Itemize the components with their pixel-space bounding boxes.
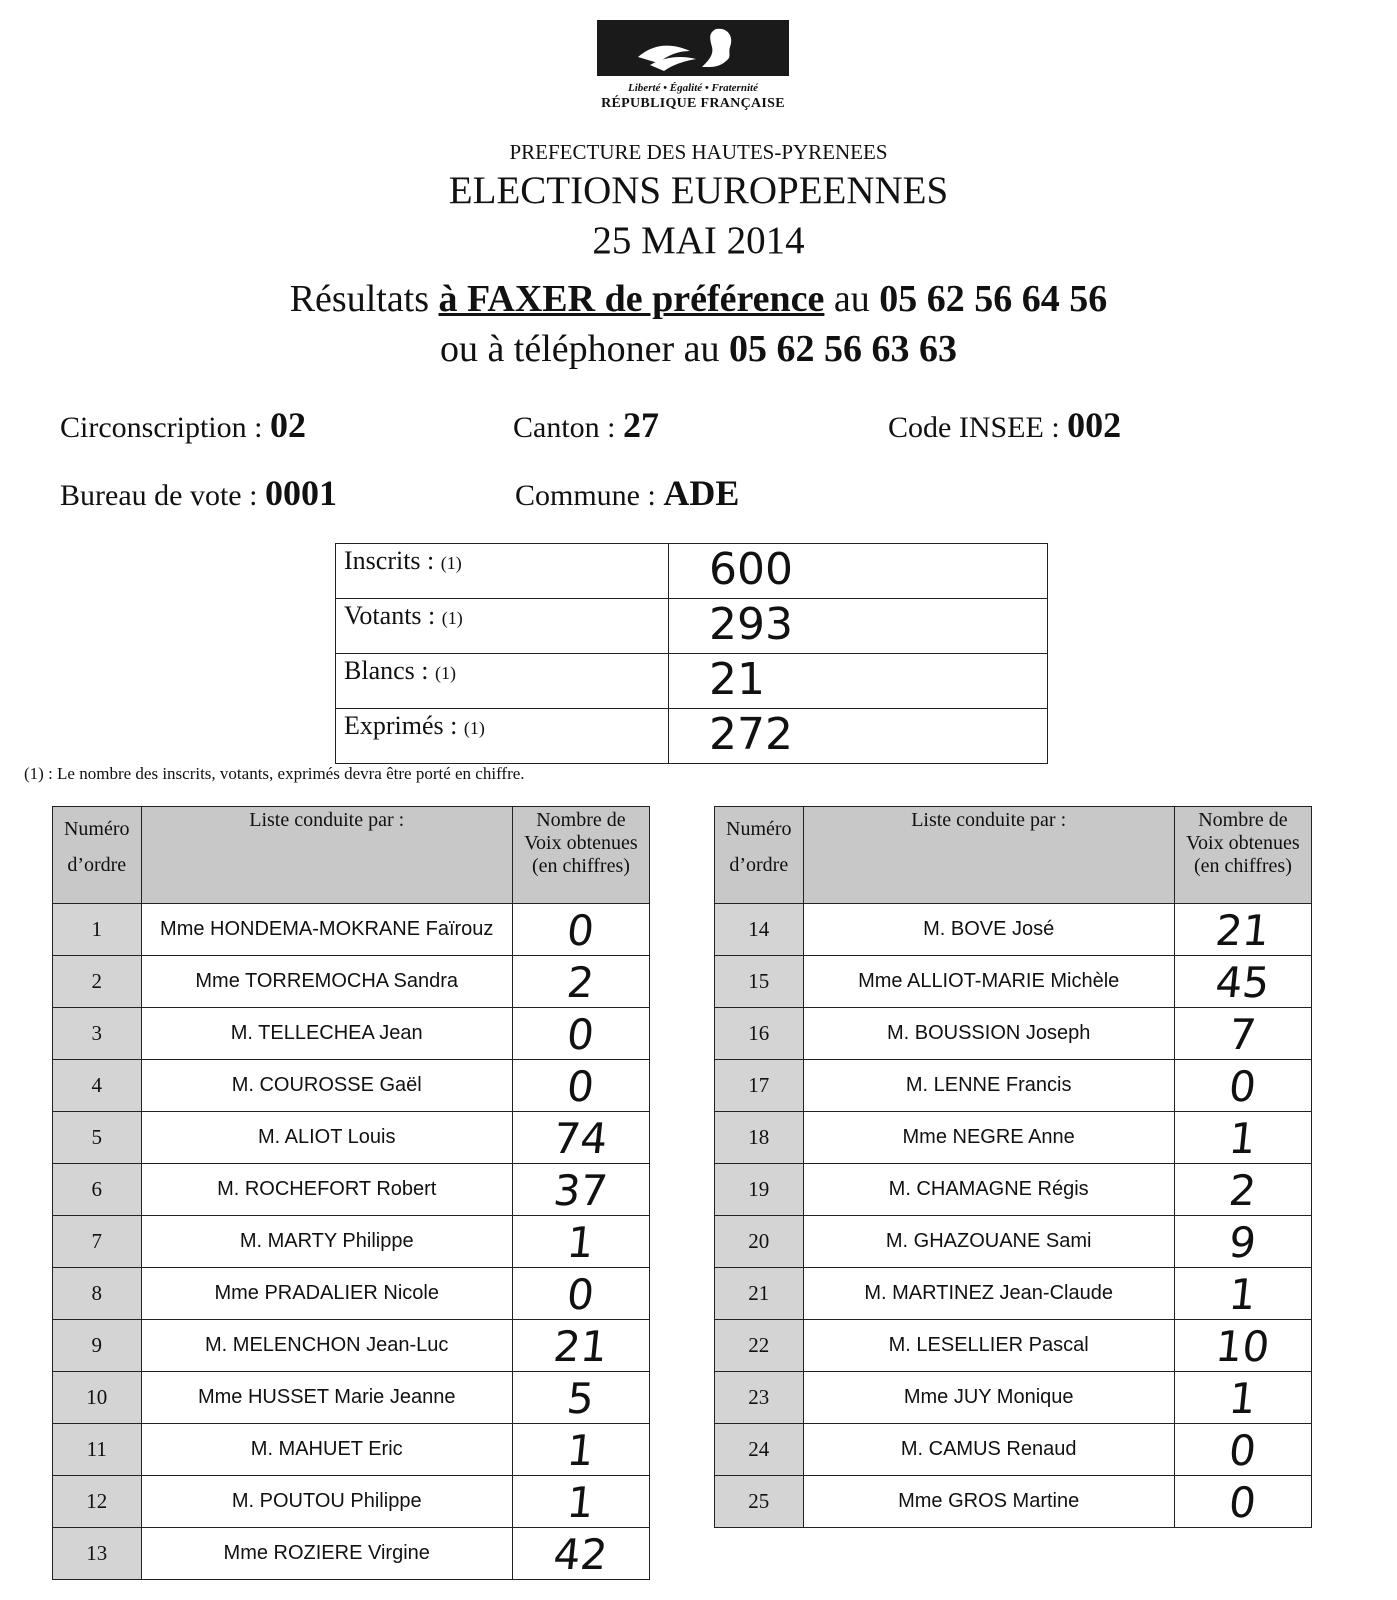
insee-label: Code INSEE : [888, 411, 1068, 444]
table-row [53, 956, 650, 1008]
candidate-name: Mme PRADALIER Nicole [141, 1268, 512, 1320]
fax-number: 05 62 56 64 56 [879, 278, 1108, 320]
row-number: 12 [53, 1476, 142, 1528]
vote-count: 1 [510, 1216, 653, 1268]
candidate-name: M. MAHUET Eric [141, 1424, 512, 1476]
vote-count: 1 [1172, 1112, 1315, 1164]
summary-value: 21 [669, 654, 1048, 709]
row-number: 18 [715, 1112, 804, 1164]
row-number: 2 [53, 956, 142, 1008]
summary-value: 272 [669, 709, 1048, 764]
vote-count: 0 [510, 1008, 653, 1060]
results-table-left [52, 806, 650, 1580]
bureau-value: 0001 [264, 473, 337, 513]
summary-label-text: Blancs : [344, 656, 435, 685]
summary-label-text: Exprimés : [344, 711, 464, 740]
header-num: Numéro d’ordre [53, 807, 142, 904]
vote-count: 42 [510, 1528, 653, 1580]
row-number: 17 [715, 1060, 804, 1112]
candidate-name: M. GHAZOUANE Sami [803, 1216, 1174, 1268]
summary-label [336, 709, 669, 764]
vote-count: 2 [510, 956, 653, 1008]
circonscription-value: 02 [269, 405, 306, 445]
commune-field [515, 472, 739, 514]
vote-count: 37 [510, 1164, 653, 1216]
vote-count: 1 [510, 1424, 653, 1476]
republic-name: RÉPUBLIQUE FRANÇAISE [601, 96, 785, 111]
header-list: Liste conduite par : [803, 807, 1174, 904]
candidate-name: M. TELLECHEA Jean [141, 1008, 512, 1060]
table-row [715, 904, 1312, 956]
table-row [715, 1372, 1312, 1424]
candidate-name: M. LENNE Francis [803, 1060, 1174, 1112]
header-num: Numéro d’ordre [715, 807, 804, 904]
row-number: 10 [53, 1372, 142, 1424]
table-row [715, 1060, 1312, 1112]
table-row [53, 1060, 650, 1112]
summary-row [336, 709, 1048, 764]
prefecture-title: PREFECTURE DES HAUTES-PYRENEES [509, 140, 888, 164]
vote-count: 2 [1172, 1164, 1315, 1216]
header-votes: Nombre de Voix obtenues (en chiffres) [512, 807, 649, 904]
table-row [715, 1476, 1312, 1528]
row-number: 9 [53, 1320, 142, 1372]
summary-label [336, 544, 669, 599]
row-number: 22 [715, 1320, 804, 1372]
canton-label: Canton : [513, 411, 623, 444]
fax-mid: au [824, 278, 880, 320]
table-row [53, 1216, 650, 1268]
vote-count: 21 [510, 1320, 653, 1372]
row-number: 1 [53, 904, 142, 956]
vote-count: 1 [1172, 1268, 1315, 1320]
table-row [715, 1424, 1312, 1476]
table-row [53, 1008, 650, 1060]
vote-count: 0 [1172, 1424, 1315, 1476]
summary-value: 293 [669, 599, 1048, 654]
summary-label-text: Inscrits : [344, 546, 441, 575]
phone-prefix: ou à téléphoner au [439, 328, 730, 370]
summary-label [336, 599, 669, 654]
circonscription-field [60, 404, 306, 446]
commune-label: Commune : [515, 479, 664, 512]
candidate-name: M. CHAMAGNE Régis [803, 1164, 1174, 1216]
summary-value: 600 [669, 544, 1048, 599]
vote-count: 10 [1172, 1320, 1315, 1372]
republique-logo [596, 20, 790, 112]
marianne-emblem [597, 20, 789, 76]
candidate-name: M. LESELLIER Pascal [803, 1320, 1174, 1372]
summary-note: (1) [463, 718, 485, 738]
row-number: 21 [715, 1268, 804, 1320]
row-number: 24 [715, 1424, 804, 1476]
row-number: 15 [715, 956, 804, 1008]
candidate-name: M. COUROSSE Gaël [141, 1060, 512, 1112]
table-row [715, 1008, 1312, 1060]
row-number: 25 [715, 1476, 804, 1528]
vote-count: 7 [1172, 1008, 1315, 1060]
row-number: 16 [715, 1008, 804, 1060]
republic-motto: Liberté • Égalité • Fraternité [628, 82, 758, 94]
row-number: 4 [53, 1060, 142, 1112]
vote-count: 21 [1172, 904, 1315, 956]
vote-count: 0 [510, 1060, 653, 1112]
header-list: Liste conduite par : [141, 807, 512, 904]
candidate-name: M. BOUSSION Joseph [803, 1008, 1174, 1060]
table-row [715, 1320, 1312, 1372]
summary-note: (1) [441, 608, 463, 628]
marianne-icon [598, 21, 788, 75]
candidate-name: Mme NEGRE Anne [803, 1112, 1174, 1164]
summary-note: (1) [440, 553, 462, 573]
election-date: 25 MAI 2014 [592, 219, 805, 262]
candidate-name: M. MARTINEZ Jean-Claude [803, 1268, 1174, 1320]
vote-count: 0 [510, 904, 653, 956]
canton-value: 27 [623, 405, 659, 445]
row-number: 14 [715, 904, 804, 956]
candidate-name: M. ALIOT Louis [141, 1112, 512, 1164]
row-number: 5 [53, 1112, 142, 1164]
insee-field [888, 404, 1121, 446]
vote-count: 5 [510, 1372, 653, 1424]
fax-emphasis: à FAXER de préférence [438, 278, 825, 320]
row-number: 7 [53, 1216, 142, 1268]
summary-label [336, 654, 669, 709]
table-row [53, 904, 650, 956]
candidate-name: Mme HUSSET Marie Jeanne [141, 1372, 512, 1424]
summary-row [336, 544, 1048, 599]
fax-prefix: Résultats [289, 278, 439, 320]
phone-number: 05 62 56 63 63 [729, 328, 958, 370]
table-row [53, 1476, 650, 1528]
candidate-name: M. MARTY Philippe [141, 1216, 512, 1268]
table-row [53, 1528, 650, 1580]
candidate-name: M. CAMUS Renaud [803, 1424, 1174, 1476]
election-title: ELECTIONS EUROPEENNES [448, 169, 949, 212]
bureau-field [60, 472, 337, 514]
circonscription-label: Circonscription : [60, 411, 270, 444]
phone-instructions [0, 327, 1397, 371]
summary-label-text: Votants : [344, 601, 442, 630]
candidate-name: Mme JUY Monique [803, 1372, 1174, 1424]
table-row [53, 1112, 650, 1164]
row-number: 20 [715, 1216, 804, 1268]
summary-note: (1) [435, 663, 456, 683]
bureau-label: Bureau de vote : [60, 479, 265, 512]
candidate-name: M. BOVE José [803, 904, 1174, 956]
vote-count: 0 [510, 1268, 653, 1320]
vote-count: 74 [510, 1112, 653, 1164]
summary-table [335, 543, 1048, 764]
table-row [715, 1268, 1312, 1320]
insee-value: 002 [1067, 405, 1122, 445]
fax-instructions [0, 277, 1397, 321]
summary-row [336, 654, 1048, 709]
table-row [53, 1320, 650, 1372]
table-row [715, 956, 1312, 1008]
table-row [53, 1424, 650, 1476]
row-number: 13 [53, 1528, 142, 1580]
candidate-name: M. MELENCHON Jean-Luc [141, 1320, 512, 1372]
table-row [53, 1268, 650, 1320]
footnote: (1) : Le nombre des inscrits, votants, exprimés devra être porté en chiffre. [24, 764, 525, 783]
vote-count: 1 [1172, 1372, 1315, 1424]
row-number: 6 [53, 1164, 142, 1216]
vote-count: 9 [1172, 1216, 1315, 1268]
candidate-name: Mme GROS Martine [803, 1476, 1174, 1528]
candidate-name: M. ROCHEFORT Robert [141, 1164, 512, 1216]
table-row [715, 1112, 1312, 1164]
canton-field [513, 404, 659, 446]
candidate-name: Mme TORREMOCHA Sandra [141, 956, 512, 1008]
row-number: 8 [53, 1268, 142, 1320]
vote-count: 0 [1172, 1476, 1315, 1528]
row-number: 19 [715, 1164, 804, 1216]
table-row [53, 1372, 650, 1424]
table-row [715, 1164, 1312, 1216]
row-number: 3 [53, 1008, 142, 1060]
results-table-right [714, 806, 1312, 1528]
summary-row [336, 599, 1048, 654]
vote-count: 0 [1172, 1060, 1315, 1112]
vote-count: 1 [510, 1476, 653, 1528]
vote-count: 45 [1172, 956, 1315, 1008]
row-number: 23 [715, 1372, 804, 1424]
candidate-name: M. POUTOU Philippe [141, 1476, 512, 1528]
candidate-name: Mme HONDEMA-MOKRANE Faïrouz [141, 904, 512, 956]
table-row [53, 1164, 650, 1216]
table-row [715, 1216, 1312, 1268]
row-number: 11 [53, 1424, 142, 1476]
candidate-name: Mme ALLIOT-MARIE Michèle [803, 956, 1174, 1008]
commune-value: ADE [663, 473, 740, 513]
candidate-name: Mme ROZIERE Virgine [141, 1528, 512, 1580]
header-votes: Nombre de Voix obtenues (en chiffres) [1174, 807, 1311, 904]
